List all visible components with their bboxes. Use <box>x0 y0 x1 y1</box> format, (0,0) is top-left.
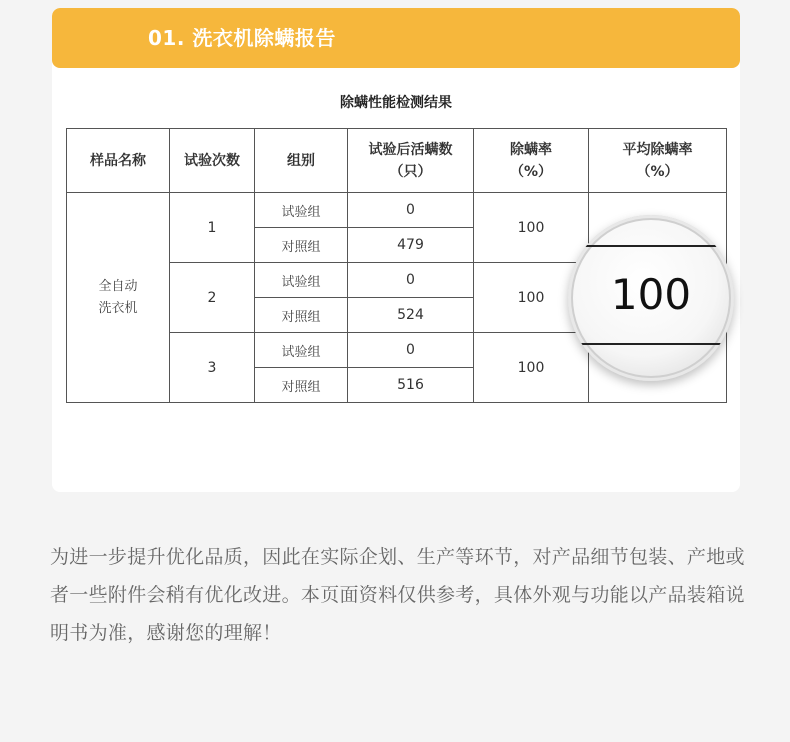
trial-number: 1 <box>170 193 255 263</box>
mite-count-cell: 479 <box>348 228 474 263</box>
mite-count-cell: 516 <box>348 368 474 403</box>
header-mites <box>348 129 474 193</box>
magnified-rule-bottom <box>578 343 724 345</box>
group-cell: 试验组 <box>255 263 348 298</box>
table-title: 除螨性能检测结果 <box>340 95 452 111</box>
header-average <box>589 129 727 193</box>
mite-count-cell: 0 <box>348 333 474 368</box>
report-title: 01. 洗衣机除螨报告 <box>148 26 336 50</box>
header-average-line2: （%） <box>636 163 679 180</box>
report-header <box>52 8 740 68</box>
header-sample: 样品名称 <box>67 129 170 193</box>
group-cell: 试验组 <box>255 193 348 228</box>
mite-count-cell: 0 <box>348 263 474 298</box>
magnified-rule-top <box>578 245 724 247</box>
group-cell: 对照组 <box>255 298 348 333</box>
sample-name-line1: 全自动 <box>98 278 138 294</box>
group-cell: 试验组 <box>255 333 348 368</box>
header-rate <box>474 129 589 193</box>
header-trial: 试验次数 <box>170 129 255 193</box>
header-average-line1: 平均除螨率 <box>622 141 693 158</box>
header-rate-line1: 除螨率 <box>510 141 552 158</box>
removal-rate-cell: 100 <box>474 333 589 403</box>
magnified-average-value: 100 <box>610 270 692 319</box>
header-rate-line2: （%） <box>509 163 553 180</box>
group-cell: 对照组 <box>255 368 348 403</box>
removal-rate-cell: 100 <box>474 263 589 333</box>
magnifier-callout <box>568 215 734 381</box>
group-cell: 对照组 <box>255 228 348 263</box>
mite-count-cell: 524 <box>348 298 474 333</box>
header-group: 组别 <box>255 129 348 193</box>
table-header-row <box>67 129 727 193</box>
trial-number: 3 <box>170 333 255 403</box>
trial-number: 2 <box>170 263 255 333</box>
disclaimer-text: 为进一步提升优化品质，因此在实际企划、生产等环节，对产品细节包装、产地或者一些附件会稍有优化改进。本页面资料仅供参考，具体外观与功能以产品装箱说明书为准，感谢您的理解！ <box>50 546 745 644</box>
sample-name-cell <box>67 193 170 403</box>
mite-count-cell: 0 <box>348 193 474 228</box>
header-mites-line1: 试验后活螨数 <box>368 141 453 158</box>
sample-name-line2: 洗衣机 <box>98 300 138 316</box>
removal-rate-cell: 100 <box>474 193 589 263</box>
header-mites-line2: （只） <box>389 163 432 180</box>
